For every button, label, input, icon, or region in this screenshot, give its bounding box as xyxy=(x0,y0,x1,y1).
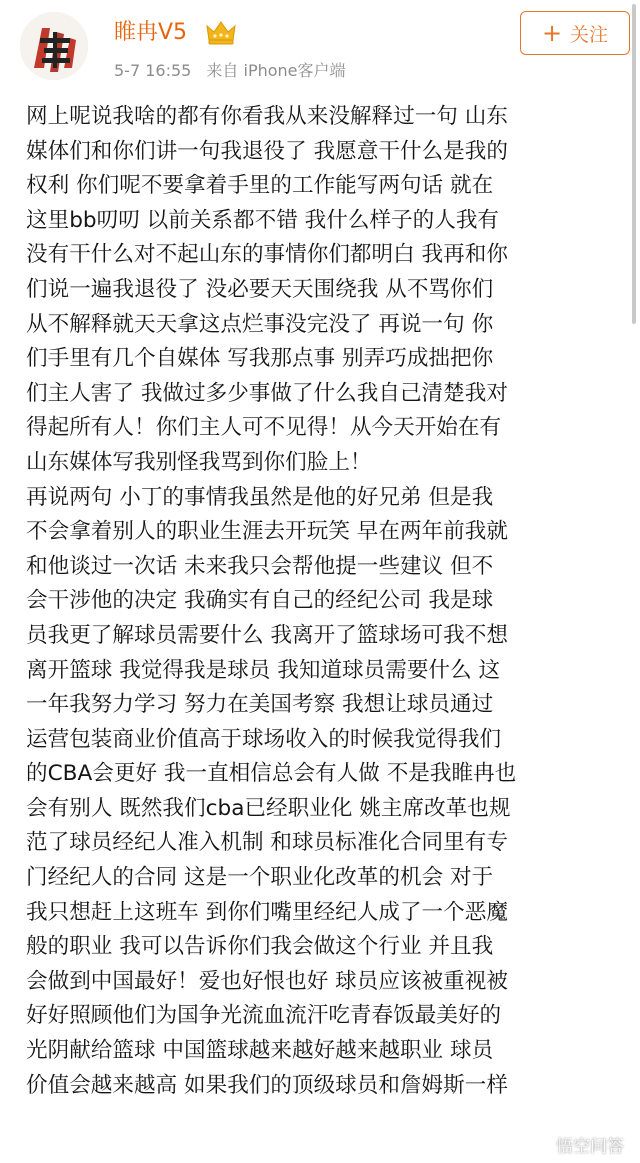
post-text-line: 权利 你们呢不要拿着手里的工作能写两句话 就在 xyxy=(26,173,494,199)
post-text-line: 们手里有几个自媒体 写我那点事 别弄巧成拙把你 xyxy=(26,346,494,372)
post-text-line: 的CBA会更好 我一直相信总会有人做 不是我睢冉也 xyxy=(26,761,517,787)
watermark-text: 悟空问答 xyxy=(556,1137,624,1157)
post-time: 5-7 16:55 xyxy=(114,61,192,80)
post-text-line: 没有干什么对不起山东的事情你们都明白 我再和你 xyxy=(26,242,508,268)
post-text-line: 媒体们和你们讲一句我退役了 我愿意干什么是我的 xyxy=(26,138,508,164)
post-text-line: 不会拿着别人的职业生涯去开玩笑 早在两年前我就 xyxy=(26,519,508,545)
plus-icon: + xyxy=(541,19,563,47)
post-text-line: 会有别人 既然我们cba已经职业化 姚主席改革也规 xyxy=(26,795,511,821)
post-body xyxy=(26,100,624,1103)
follow-button[interactable] xyxy=(520,11,630,55)
post-text-line: 门经纪人的合同 这是一个职业化改革的机会 对于 xyxy=(26,865,494,891)
post-text-line: 离开篮球 我觉得我是球员 我知道球员需要什么 这 xyxy=(26,657,501,683)
post-meta xyxy=(114,58,356,81)
post-text-line: 运营包装商业价值高于球场收入的时候我觉得我们 xyxy=(26,726,502,752)
post-text-line: 范了球员经纪人准入机制 和球员标准化合同里有专 xyxy=(26,830,508,856)
post-text-line: 山东媒体写我别怪我骂到你们脸上！ xyxy=(26,449,372,475)
username[interactable]: 睢冉V5 xyxy=(114,20,188,45)
post-text-line: 价值会越来越高 如果我们的顶级球员和詹姆斯一样 xyxy=(26,1072,508,1098)
follow-label: 关注 xyxy=(570,23,609,46)
post-text-line: 员我更了解球员需要什么 我离开了篮球场可我不想 xyxy=(26,622,508,648)
post-text-line: 好好照顾他们为国争光流血流汗吃青春饭最美好的 xyxy=(26,1003,502,1029)
avatar-image xyxy=(20,12,88,80)
avatar[interactable] xyxy=(20,12,88,80)
post-text-line: 和他谈过一次话 未来我只会帮他提一些建议 但不 xyxy=(26,553,494,579)
post-text-line: 再说两句 小丁的事情我虽然是他的好兄弟 但是我 xyxy=(26,484,494,510)
post-source: 来自 iPhone客户端 xyxy=(206,61,346,80)
post-header xyxy=(0,0,640,96)
post-text-line: 会做到中国最好！爱也好恨也好 球员应该被重视被 xyxy=(26,968,508,994)
post-text-line: 般的职业 我可以告诉你们我会做这个行业 并且我 xyxy=(26,934,494,960)
watermark xyxy=(520,1132,624,1157)
post-text-line: 网上呢说我啥的都有你看我从来没解释过一句 山东 xyxy=(26,104,508,129)
post-text-line: 一年我努力学习 努力在美国考察 我想让球员通过 xyxy=(26,692,494,718)
crown-icon xyxy=(206,20,236,46)
post-text-line: 这里bb叨叨 以前关系都不错 我什么样子的人我有 xyxy=(26,207,500,233)
scrollbar[interactable] xyxy=(632,4,636,324)
post-text-line: 从不解释就天天拿这点烂事没完没了 再说一句 你 xyxy=(26,311,494,337)
post-text-line: 们主人害了 我做过多少事做了什么我自己清楚我对 xyxy=(26,380,508,406)
post-text-line: 会干涉他的决定 我确实有自己的经纪公司 我是球 xyxy=(26,588,494,614)
post-text-line: 们说一遍我退役了 没必要天天围绕我 从不骂你们 xyxy=(26,276,494,302)
post-text-line: 得起所有人！你们主人可不见得！从今天开始在有 xyxy=(26,415,502,441)
post-text-line: 光阴献给篮球 中国篮球越来越好越来越职业 球员 xyxy=(26,1038,494,1064)
wukong-icon xyxy=(520,1133,550,1157)
post-text-line: 我只想赶上这班车 到你们嘴里经纪人成了一个恶魔 xyxy=(26,899,508,925)
